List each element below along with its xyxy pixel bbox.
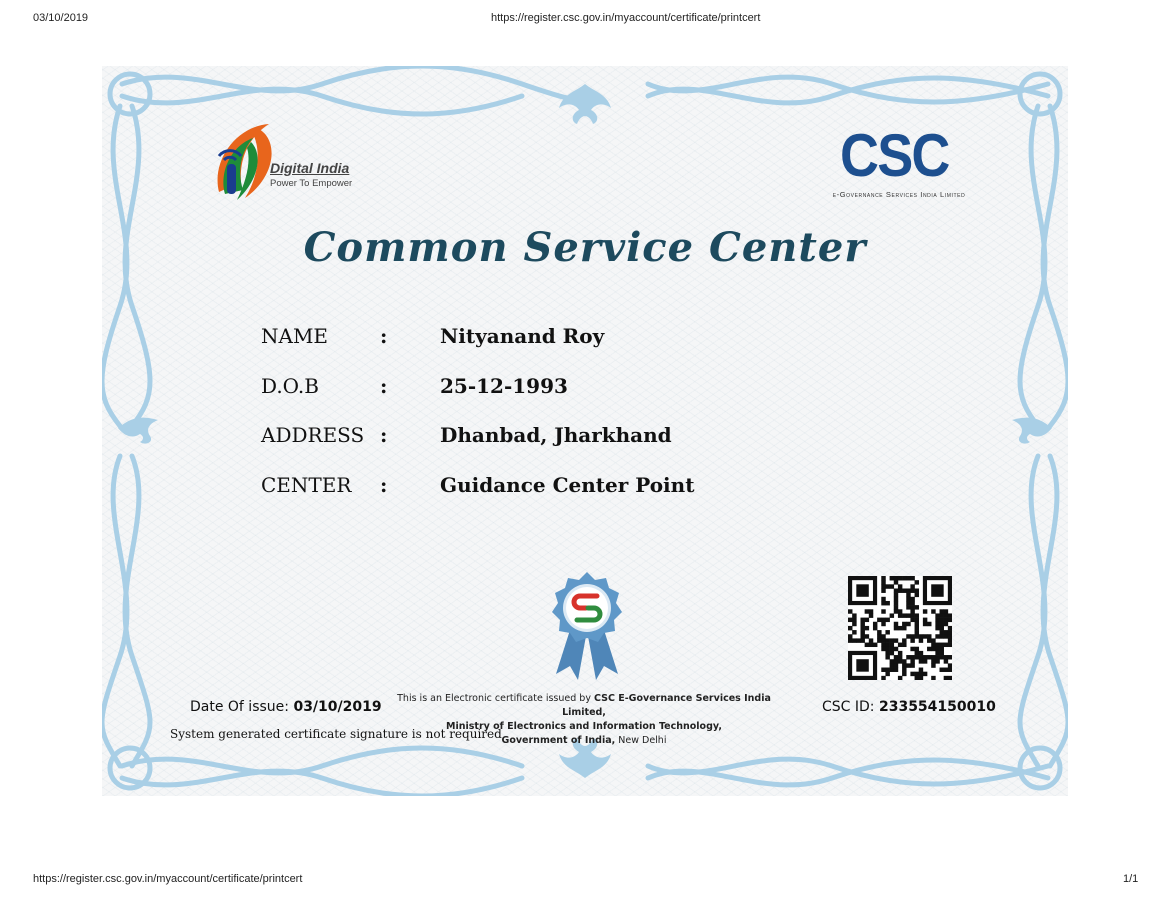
signature-note: System generated certificate signature is not required [170,727,502,741]
field-label: ADDRESS [261,423,365,447]
field-row-center [261,473,861,503]
field-value: Dhanbad, Jharkhand [440,423,672,447]
statement-org: CSC E-Governance Services India Limited, [562,693,771,718]
field-value: Nityanand Roy [440,324,605,348]
field-label: D.O.B [261,374,319,398]
statement-prefix: This is an Electronic certificate issued by [397,693,591,704]
print-footer-url: https://register.csc.gov.in/myaccount/certificate/printcert [33,873,303,885]
print-url: https://register.csc.gov.in/myaccount/certificate/printcert [491,12,761,24]
print-date: 03/10/2019 [33,12,89,24]
csc-subtitle: e-Governance Services India Limited [832,190,966,199]
issue-date-label: Date Of issue: [190,699,289,715]
statement-ministry: Ministry of Electronics and Information Technology, [446,721,722,732]
field-colon: : [380,423,388,447]
csc-letters: CSC [840,122,949,189]
qr-code [848,576,952,680]
digital-india-tagline: Power To Empower [270,178,353,189]
print-page-number: 1/1 [1123,873,1139,885]
statement-gov: Government of India, [501,735,616,746]
digital-india-logo [197,120,367,210]
issue-date-value: 03/10/2019 [293,699,382,715]
csc-id-line [822,699,996,715]
field-value: Guidance Center Point [440,473,695,497]
csc-id-label: CSC ID: [822,699,875,715]
csc-logo [802,122,1002,206]
field-colon: : [380,374,388,398]
field-row-address [261,423,861,453]
issuer-statement [384,692,784,748]
field-colon: : [380,473,388,497]
certificate-title: Common Service Center [303,224,867,271]
field-row-name [261,324,861,354]
csc-id-value: 233554150010 [878,699,996,715]
certificate [102,66,1068,796]
field-colon: : [380,324,388,348]
field-label: NAME [261,324,329,348]
field-value: 25-12-1993 [440,374,568,398]
field-row-dob [261,374,861,404]
field-label: CENTER [261,473,352,497]
issue-date-line [190,699,382,715]
seal-badge-icon [542,570,632,682]
statement-city: New Delhi [618,735,667,746]
digital-india-name: Digital India [270,160,350,176]
